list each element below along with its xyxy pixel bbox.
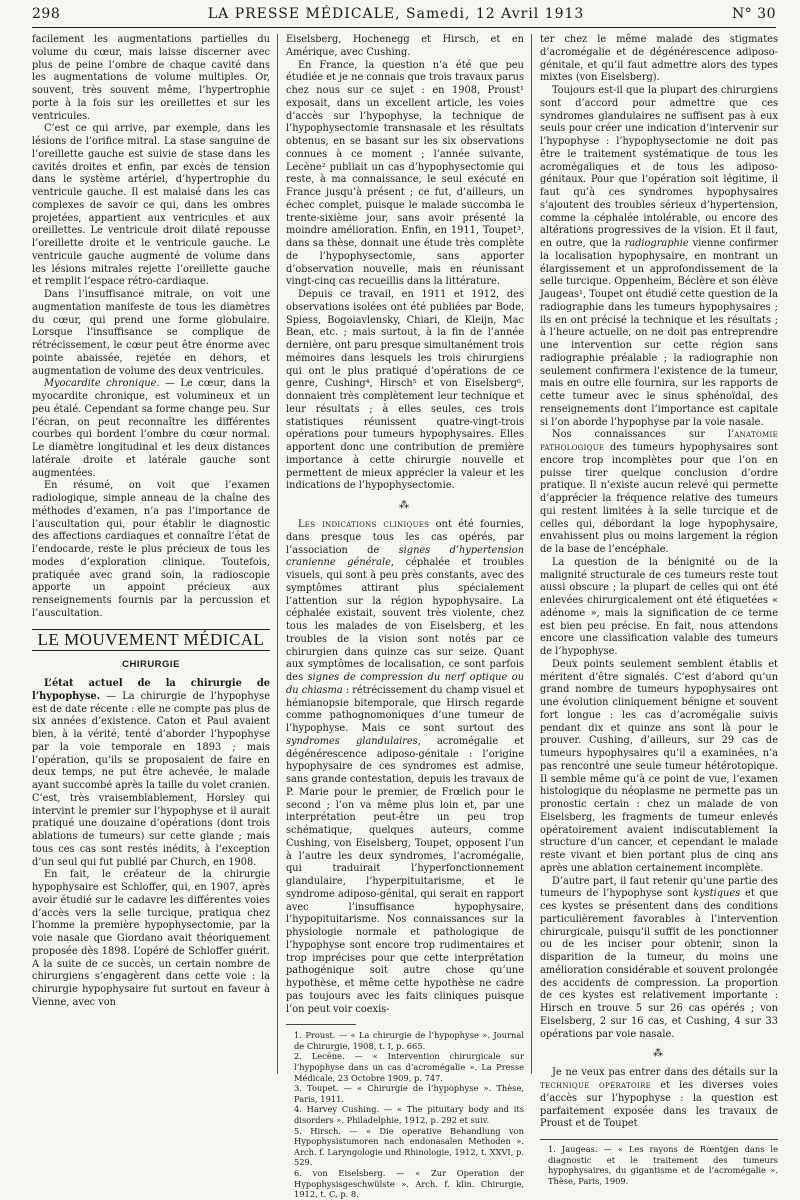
footnote: 1. Proust. — « La chirurgie de l’hypophyse ». Journal de Chirurgie, 1908, t. I, p. 665. [294,1030,524,1051]
paragraph: facilement les augmentations partielles du volume du cœur, mais laisse discerner avec plus de peine l’ombre de chaque cavité dans les augmentations de volume multiples. Or, souvent, très souvent même, l’hypertrophie porte à la fois sur les oreillettes et sur les ventricules. [32,34,270,122]
header-rule [32,27,776,28]
column-1 [32,34,270,1074]
paragraph: C’est ce qui arrive, par exemple, dans les lésions de l’orifice mitral. La stase sanguine de l’oreillette gauche est suivie de stase dans les cavités droites et enfin, par excès de tension dans le système artériel, d’hypertrophie du ventricule gauche. Il est malaisé dans les cas complexes de savoir ce qui, dans les ombres projetées, appartient aux ventricules et aux oreillettes. Le ventricule droit dilaté repousse l’oreillette droite et le ventricule gauche. Le ventricule gauche augmenté de volume dans les lésions mitrales rejette l’oreillette gauche et remplit l’espace rétro-cardiaque. [32,123,270,288]
text-run: signes d’hypertension cranienne générale [286,544,524,569]
text-run: des tumeurs hypophysaires sont encore trop incomplètes pour que l’on en puisse tirer quelque conclusion d’ordre pratique. Il n’existe aucun relevé qui permette d’apprécier la fréquence relative des tumeurs qui restent limitées à la selle turcique et de celles qui, débordant la loge hypophysaire, envahissent plus ou moins largement la région de la base de l’encéphale. [540,442,778,555]
paragraph: Deux points seulement semblent établis et méritent d’être signalés. C’est d’abord qu’un grand nombre de tumeurs hypophysaires ont une évolution cliniquement bénigne et souvent fort longue : les cas d’acromégalie suivis pendant dix et quinze ans sont là pour le prouver. Cushing, d’ailleurs, sur 29 cas de tumeurs hypophysaires qu’il a examinées, n’a pas rencontré une seule tumeur hétérotopique. Il semble même qu’à ce point de vue, l’examen histologique du néoplasme ne permette pas un pronostic certain : chez un malade de von Eiselsberg, les fragments de tumeur enlevés opératoirement avaient indiscutablement la structure d’un cancer, et cependant le malade reste vivant et bien portant plus de cinq ans après une ablation certainement incomplète. [540,658,778,874]
text-run: kystiques [693,888,741,900]
italic-heading: Myocardite chronique. [44,378,160,390]
issue-number: N° 30 [731,6,776,22]
paragraph: Eiselsberg, Hochenegg et Hirsch, et en Amérique, avec Cushing. [286,34,524,58]
paragraph: En résumé, on voit que l’examen radiologique, simple anneau de la chaîne des méthodes d’examen, n’a pas l’importance de l’auscultation qui, pour établir le diagnostic des affections cardiaques et connaître l’état de l’endocarde, reste le plus précieux de tous les modes d’exploration clinique. Toutefois, pratiquée avec grand soin, la radioscopie apporte un appoint précieux aux renseignements fournis par la percussion et l’auscultation. [32,480,270,619]
article-title: L’état actuel de la chirurgie de l’hypophyse. [32,678,270,702]
text-run: — La chirurgie de l’hypophyse est de date récente : elle ne compte pas plus de six années d’existence. Caton et Paul avaient bien, à la vérité, tenté d’aborder l’hypophyse par la voie temporale en 1893 ; mais l’opération, qu’ils se proposaient de faire en deux temps, ne put être achevée, le malade ayant succombé après la taille du volet cranien. C’est, très vraisemblablement, Horsley qui intervint le premier sur l’hypophyse et il aurait pratiqué une douzaine d’opérations (dont trois ablations de tumeurs) sur cette glande ; mais tous ces cas sont restés inédits, à l’exception d’un seul qui fut publié par Church, en 1908. [32,690,270,868]
paragraph [286,519,524,1016]
journal-title: LA PRESSE MÉDICALE, Samedi, 12 Avril 1913 [207,6,585,22]
text-run: Nos connaissances sur l’ [552,429,735,441]
paragraph: Dans l’insuffisance mitrale, on voit une augmentation manifeste de tous les diamètres du cœur, qui prend une forme globulaire. Lorsque l’insuffisance se complique de rétrécissement, le cœur peut être énorme avec pointe abaissée, rejetée en dehors, et augmentation de volume des deux ventricules. [32,289,270,377]
paragraph: Depuis ce travail, en 1911 et 1912, des observations isolées ont été publiées par Bode, Spiess, Bogoiavlensky, Chiari, de Kleijn, Mac Bean, etc. ; mais surtout, à la fin de l’année dernière, ont paru presque simultanément trois mémoires dans lesquels les trois chirurgiens qui ont le plus pratiqué d’opérations de ce genre, Cushing⁴, Hirsch⁵ et von Eiselsberg⁶, donnaient très complètement leur technique et leur résultats ; à elles seules, ces trois statistiques réunissent quatre-vingt-trois opérations pour tumeurs hypophysaires. Elles apportent donc une contribution de première importance à cette chirurgie nouvelle et permettent de mieux apprécier la valeur et les indications de l’hypophysectomie. [286,289,524,492]
text-run: technique opératoire [540,1080,652,1091]
paragraph: La question de la bénignité ou de la malignité structurale de ces tumeurs reste tout aussi obscure ; la plupart de celles qui ont été enlevées chirurgicalement ont été étiquetées « adénome », mais la signification de ce terme est bien peu précise. En fait, nous attendons encore une classification valable des tumeurs de l’hypophyse. [540,556,778,657]
paragraph [540,876,778,1042]
footnote: 3. Toupet. — « Chirurgie de l’hypophyse ». Thèse, Paris, 1911. [294,1083,524,1104]
text-run: , céphalée et troubles visuels, qui sont à peu près constants, avec des symptômes attirant plus spécialement l’attention sur la région hypophysaire. La céphalée existait, souvent très violente, chez tous les malades de von Eiselsberg, et les troubles de la vision sont notés par ce chirurgien dans quinze cas sur seize. Quant aux symptômes de localisation, ce sont parfois des [286,557,524,683]
text-run: anatomie pathologique [540,429,778,453]
paragraph [540,429,778,557]
paragraph: En France, la question n’a été que peu étudiée et je ne connais que trois travaux parus chez nous sur ce sujet : en 1908, Proust¹ exposait, dans un excellent article, les voies d’accès sur l’hypophyse, la technique de l’hypophysectomie transnasale et les résultats obtenus, en se basant sur les six observations connues à ce moment ; l’année suivante, Lecène² publiait un cas d’hypophysectomie qui reste, à ma connaissance, le seul exécuté en France jusqu’à présent ; ce fut, d’ailleurs, un échec complet, puisque le malade succomba le trente-sixième jour, sans avoir présenté la moindre amélioration. Enfin, en 1911, Toupet³, dans sa thèse, donnait une étude très complète de l’hypophysectomie, sans apporter d’observation nouvelle, mais en réunissant vingt-cinq cas recueillis dans la littérature. [286,59,524,288]
text-run: signes de compression du nerf optique ou du chiasma [286,672,525,696]
page-number: 298 [32,6,61,22]
footnote: 4. Harvey Cushing. — « The pituitary body and its disorders ». Philadelphie, 1912, p. 292 et suiv. [294,1104,524,1125]
text-run: Les indications cliniques [298,519,430,530]
footnote-rule [540,1139,778,1140]
page-header [32,6,776,26]
text-run: syndromes glandulaires [286,735,418,747]
text-run: D’autre part, il faut retenir qu’une partie des tumeurs de l’hypophyse sont [540,875,778,900]
text-run: : rétrécissement du champ visuel et hémianopsie bitemporale, que Hirsch regarde comme pathognomoniques d’une tumeur de l’hypophyse. Mais ce sont surtout des [286,684,524,734]
paragraph [540,85,778,429]
paragraph [540,1067,778,1131]
column-3 [540,34,778,1186]
text-run: — Le cœur, dans la myocardite chronique, est volumineux et un peu étalé. Cependant sa forme change peu. Sur l’écran, on peut reconnaître les différentes courbes qui bordent l’ombre du cœur normal. Le diamètre longitudinal et les deux distances latérale droite et latérale gauche sont augmentées. [32,378,270,479]
footnote: 6. von Eiselsberg. — « Zur Operation der Hypophysisgeschwülste ». Arch. f. klin. Chirurgie, 1912, t. C, p. 8. [294,1167,524,1200]
column-divider [531,34,532,1074]
text-run: Toujours est-il que la plupart des chirurgiens sont d’accord pour admettre que ces syndromes glandulaires ne suffisent pas à eux seuls pour créer une indication d’intervenir sur l’hypophyse : l’hypophysectomie ne doit pas être le traitement systématique de tous les acromégaliques et de tous les adiposo-génitaux. Pour que l’opération soit légitime, il faut qu’à ces syndromes hypophysaires s’ajoutent des troubles sérieux d’hypertension, comme la céphalée intolérable, ou encore des altérations progressives de la vision. Et il faut, en outre, que la [540,85,778,249]
column-divider [277,34,278,1074]
footnote: 1. Jaugeas. — « Les rayons de Rœntgen dans le diagnostic et le traitement des tumeurs hypophysaires, du gigantisme et de l’acromégalie ». Thèse, Paris, 1909. [548,1144,778,1186]
footnote: 5. Hirsch. — « Die operative Behandlung von Hypophysistumoren nach endonasalen Methoden ». Arch. f. Laryngologie und Rhinologie, 1912, t. XXVI, p. 529. [294,1125,524,1168]
footnote: 2. Lecène. — « Intervention chirurgicale sur l’hypophyse dans un cas d’acromégalie ». La Presse Médicale, 23 Octobre 1909, p. 747. [294,1051,524,1083]
section-separator: ⁂ [399,500,411,511]
text-run: , acromégalie et dégénérescence adiposo-génitale : l’origine hypophysaire de ces syndromes est admise, sans grande contestation, depuis les travaux de P. Marie pour le premier, de Frœlich pour le second ; l’on va même plus loin et, par une interprétation peut-être un peu trop schématique, quelques auteurs, comme Cushing, von Eiselsberg, Toupet, opposent l’un à l’autre les deux syndromes, l’acromégalie, qui traduirait l’hyperfonctionnement glandulaire, l’hyperpituitarisme, et le syndrome adiposo-génital, qui serait en rapport avec l’insuffisance hypophysaire, l’hypopituitarisme. Nos connaissances sur la physiologie normale et pathologique de l’hypophyse sont encore trop rudimentaires et trop imprécises pour que cette interprétation pathogénique soit autre chose qu’une hypothèse, et même cette hypothèse ne cadre pas toujours avec les faits cliniques puisque l’on peut voir coexis- [286,735,524,1015]
text-run: et les diverses voies d’accès sur l’hypophyse : la question est parfaitement exposée dans les travaux de Proust et de Toupet [540,1080,778,1130]
paragraph [32,378,270,480]
footnote-rule [286,1024,356,1025]
paragraph: ter chez le même malade des stigmates d’acromégalie et de dégénérescence adiposo-génitale, et qu’il faut admettre alors des types mixtes (von Eiselsberg). [540,34,778,84]
text-run: et que ces kystes se présentent dans des conditions particulièrement favorables à l’intervention chirurgicale, puisqu’il suffit de les ponctionner ou de les inciser pour obtenir, sinon la disparition de la tumeur, du moins une amélioration considérable et souvent prolongée des accidents de compression. La proportion de ces kystes est relativement importante : Hirsch en trouve 5 sur 26 cas opérés ; von Eiselsberg, 2 sur 16 cas, et Cushing, 4 sur 33 opérations par voie nasale. [540,888,778,1040]
section-separator: ⁂ [653,1048,665,1060]
text-run: vienne confirmer la localisation hypophysaire, en montrant un élargissement et un approfondissement de la selle turcique. Oppenheim, Béclère et son élève Jaugeas¹, Toupet ont étudié cette question de la radiographie dans les tumeurs hypophysaires ; ils en ont précisé la technique et les résultats ; à l’heure actuelle, on ne doit pas entreprendre une intervention sur cette région sans radiographie préalable ; la radiographie non seulement confirmera l’existence de la tumeur, mais en outre elle fournira, sur les rapports de cette tumeur avec le sinus sphénoïdal, des renseignements dont l’importance est capitale si l’on aborde l’hypophyse par la voie nasale. [540,238,778,428]
section-title: LE MOUVEMENT MÉDICAL [32,629,270,652]
paragraph: En fait, le créateur de la chirurgie hypophysaire est Schloffer, qui, en 1907, après avoir étudié sur le cadavre les différentes voies d’accès vers la selle turcique, pratiqua chez l’homme la première hypophysectomie, par la voie nasale que Giordano avait théoriquement proposée dès 1898. L’opéré de Schloffer guérit. A la suite de ce succès, un certain nombre de chirurgiens s’engagèrent dans cette voie : la chirurgie hypophysaire fut surtout en faveur à Vienne, avec von [32,869,270,1008]
paragraph [32,678,270,869]
subsection-heading: CHIRURGIE [122,659,180,671]
text-run: ont été fournies, dans presque tous les cas opérés, par l’association de [286,519,525,556]
text-run: radiographie [624,238,689,249]
column-2 [286,34,525,1200]
text-run: Je ne veux pas entrer dans des détails sur la [552,1067,778,1079]
